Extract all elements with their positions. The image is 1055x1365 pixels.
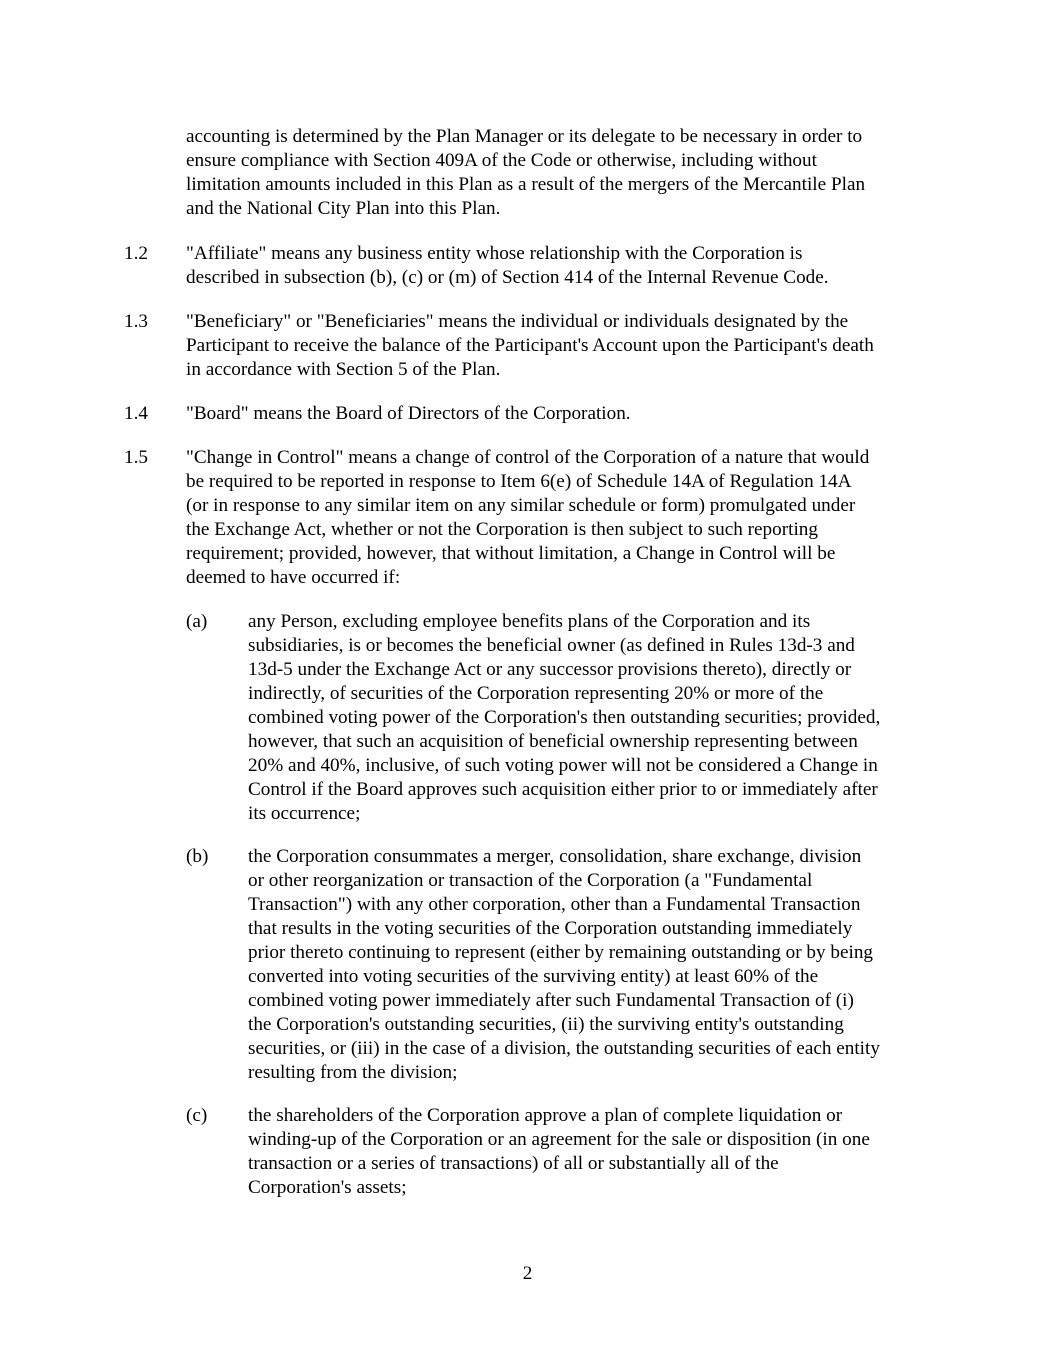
subsection-label: (c) [186, 1105, 208, 1126]
section-text [186, 242, 946, 290]
section-text [186, 310, 946, 382]
text-line: deemed to have occurred if: [186, 567, 401, 588]
text-line: "Beneficiary" or "Beneficiaries" means the individual or individuals designated by the [186, 311, 849, 332]
section-number: 1.4 [124, 403, 148, 424]
text-line: Participant to receive the balance of the Participant's Account upon the Participant's death [186, 335, 874, 356]
section-number: 1.3 [124, 311, 148, 332]
text-line: described in subsection (b), (c) or (m) of Section 414 of the Internal Revenue Code. [186, 267, 829, 288]
text-line: "Board" means the Board of Directors of the Corporation. [186, 403, 631, 424]
text-line: (or in response to any similar item on any similar schedule or form) promulgated under [186, 495, 856, 516]
text-line: the Corporation's outstanding securities, (ii) the surviving entity's outstanding [248, 1014, 844, 1035]
section-text [186, 402, 946, 426]
subsection-label: (b) [186, 846, 209, 867]
text-line: the Corporation consummates a merger, consolidation, share exchange, division [248, 846, 862, 867]
text-line: subsidiaries, is or becomes the beneficial owner (as defined in Rules 13d-3 and [248, 635, 855, 656]
subsection-label: (a) [186, 611, 208, 632]
text-line: requirement; provided, however, that without limitation, a Change in Control will be [186, 543, 836, 564]
text-line: any Person, excluding employee benefits plans of the Corporation and its [248, 611, 811, 632]
subsection-text [248, 845, 948, 1085]
text-line: the shareholders of the Corporation approve a plan of complete liquidation or [248, 1105, 843, 1126]
page-number: 2 [522, 1263, 533, 1284]
text-line: be required to be reported in response to Item 6(e) of Schedule 14A of Regulation 14A [186, 471, 852, 492]
section-number: 1.5 [124, 447, 148, 468]
text-line: "Affiliate" means any business entity whose relationship with the Corporation is [186, 243, 803, 264]
text-line: limitation amounts included in this Plan as a result of the mergers of the Mercantile Plan [186, 174, 866, 195]
text-line: 13d-5 under the Exchange Act or any successor provisions thereto), directly or [248, 659, 852, 680]
subsection-text [248, 1104, 948, 1200]
section-text [186, 446, 946, 590]
text-line: combined voting power of the Corporation's then outstanding securities; provided, [248, 707, 881, 728]
text-line: Corporation's assets; [248, 1177, 407, 1198]
text-line: resulting from the division; [248, 1062, 458, 1083]
text-line: that results in the voting securities of the Corporation outstanding immediately [248, 918, 853, 939]
text-line: converted into voting securities of the surviving entity) at least 60% of the [248, 966, 819, 987]
text-line: prior thereto continuing to represent (either by remaining outstanding or by being [248, 942, 874, 963]
text-line: winding-up of the Corporation or an agreement for the sale or disposition (in one [248, 1129, 870, 1150]
text-line: combined voting power immediately after such Fundamental Transaction of (i) [248, 990, 854, 1011]
text-line: its occurrence; [248, 803, 361, 824]
continuation-paragraph [186, 125, 946, 221]
text-line: however, that such an acquisition of beneficial ownership representing between [248, 731, 858, 752]
text-line: or other reorganization or transaction of the Corporation (a "Fundamental [248, 870, 813, 891]
section-number: 1.2 [124, 243, 148, 264]
text-line: Control if the Board approves such acquisition either prior to or immediately after [248, 779, 878, 800]
text-line: the Exchange Act, whether or not the Corporation is then subject to such reporting [186, 519, 818, 540]
text-line: Transaction") with any other corporation, other than a Fundamental Transaction [248, 894, 861, 915]
text-line: transaction or a series of transactions) of all or substantially all of the [248, 1153, 779, 1174]
text-line: accounting is determined by the Plan Manager or its delegate to be necessary in order to [186, 126, 863, 147]
subsection-text [248, 610, 948, 826]
text-line: ensure compliance with Section 409A of the Code or otherwise, including without [186, 150, 817, 171]
text-line: and the National City Plan into this Plan. [186, 198, 501, 219]
text-line: 20% and 40%, inclusive, of such voting power will not be considered a Change in [248, 755, 878, 776]
text-line: in accordance with Section 5 of the Plan. [186, 359, 501, 380]
text-line: indirectly, of securities of the Corporation representing 20% or more of the [248, 683, 824, 704]
text-line: "Change in Control" means a change of control of the Corporation of a nature that would [186, 447, 870, 468]
text-line: securities, or (iii) in the case of a division, the outstanding securities of each entity [248, 1038, 880, 1059]
